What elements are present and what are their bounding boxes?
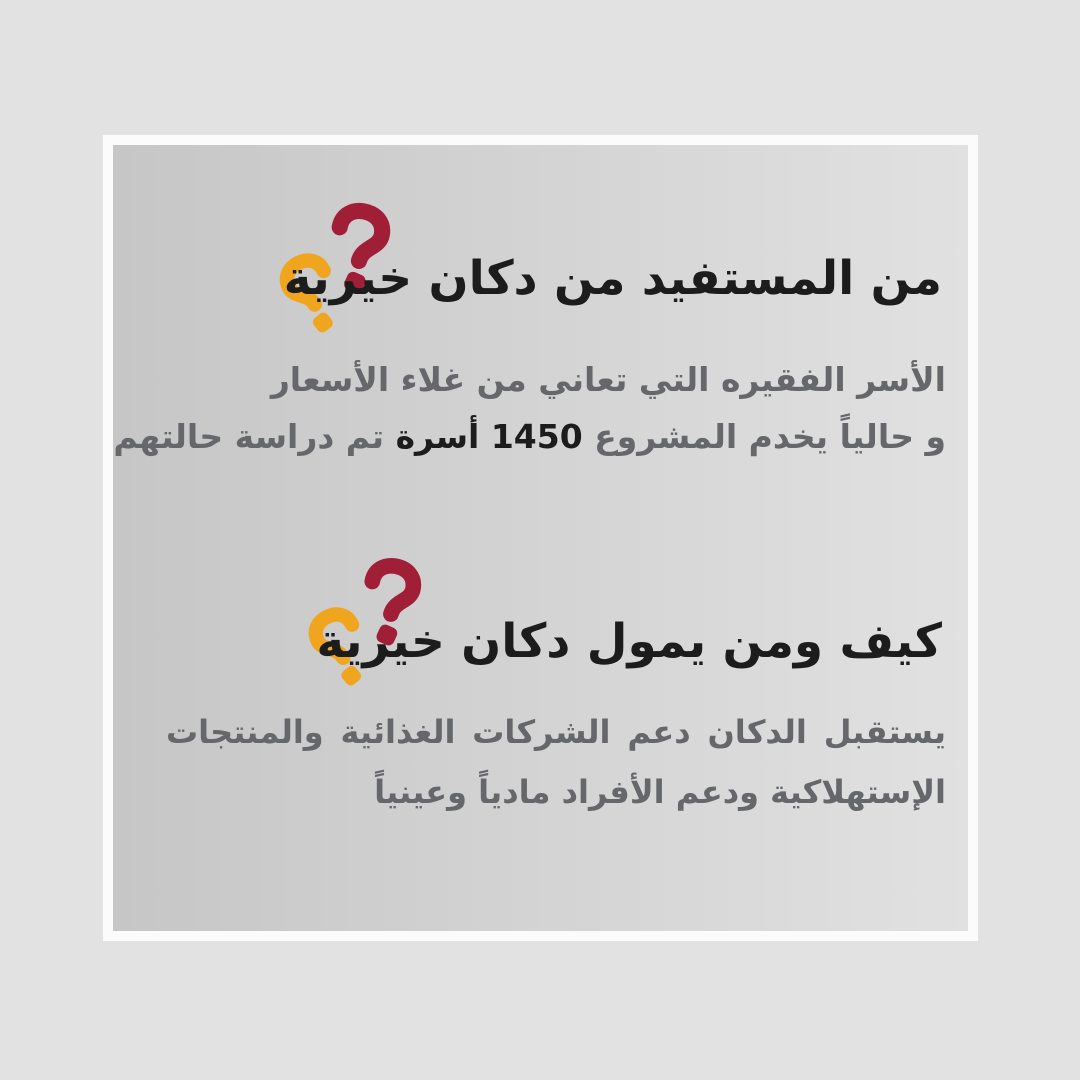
section-2-body-line-2: الإستهلاكية ودعم الأفراد مادياً وعينياً [374, 773, 946, 811]
section-2-body-line-1: يستقبل الدكان دعم الشركات الغذائية والمنتجات [166, 713, 946, 751]
section-1-body-line-1: الأسر الفقيره التي تعاني من غلاء الأسعار [270, 360, 946, 399]
poster-panel [103, 135, 978, 941]
section-2-heading: كيف ومن يمول دكان خيرية [316, 614, 942, 669]
section-1-body-line-2 [113, 408, 946, 465]
section-1-heading: من المستفيد من دكان خيرية [283, 251, 942, 306]
families-count-highlight: 1450 أسرة [395, 417, 583, 456]
section-2-body [166, 702, 946, 822]
body-line-2-prefix: و حالياً يخدم المشروع [582, 417, 946, 456]
body-line-2-suffix: تم دراسة حالتهم [113, 417, 396, 456]
section-1-body [113, 351, 946, 465]
